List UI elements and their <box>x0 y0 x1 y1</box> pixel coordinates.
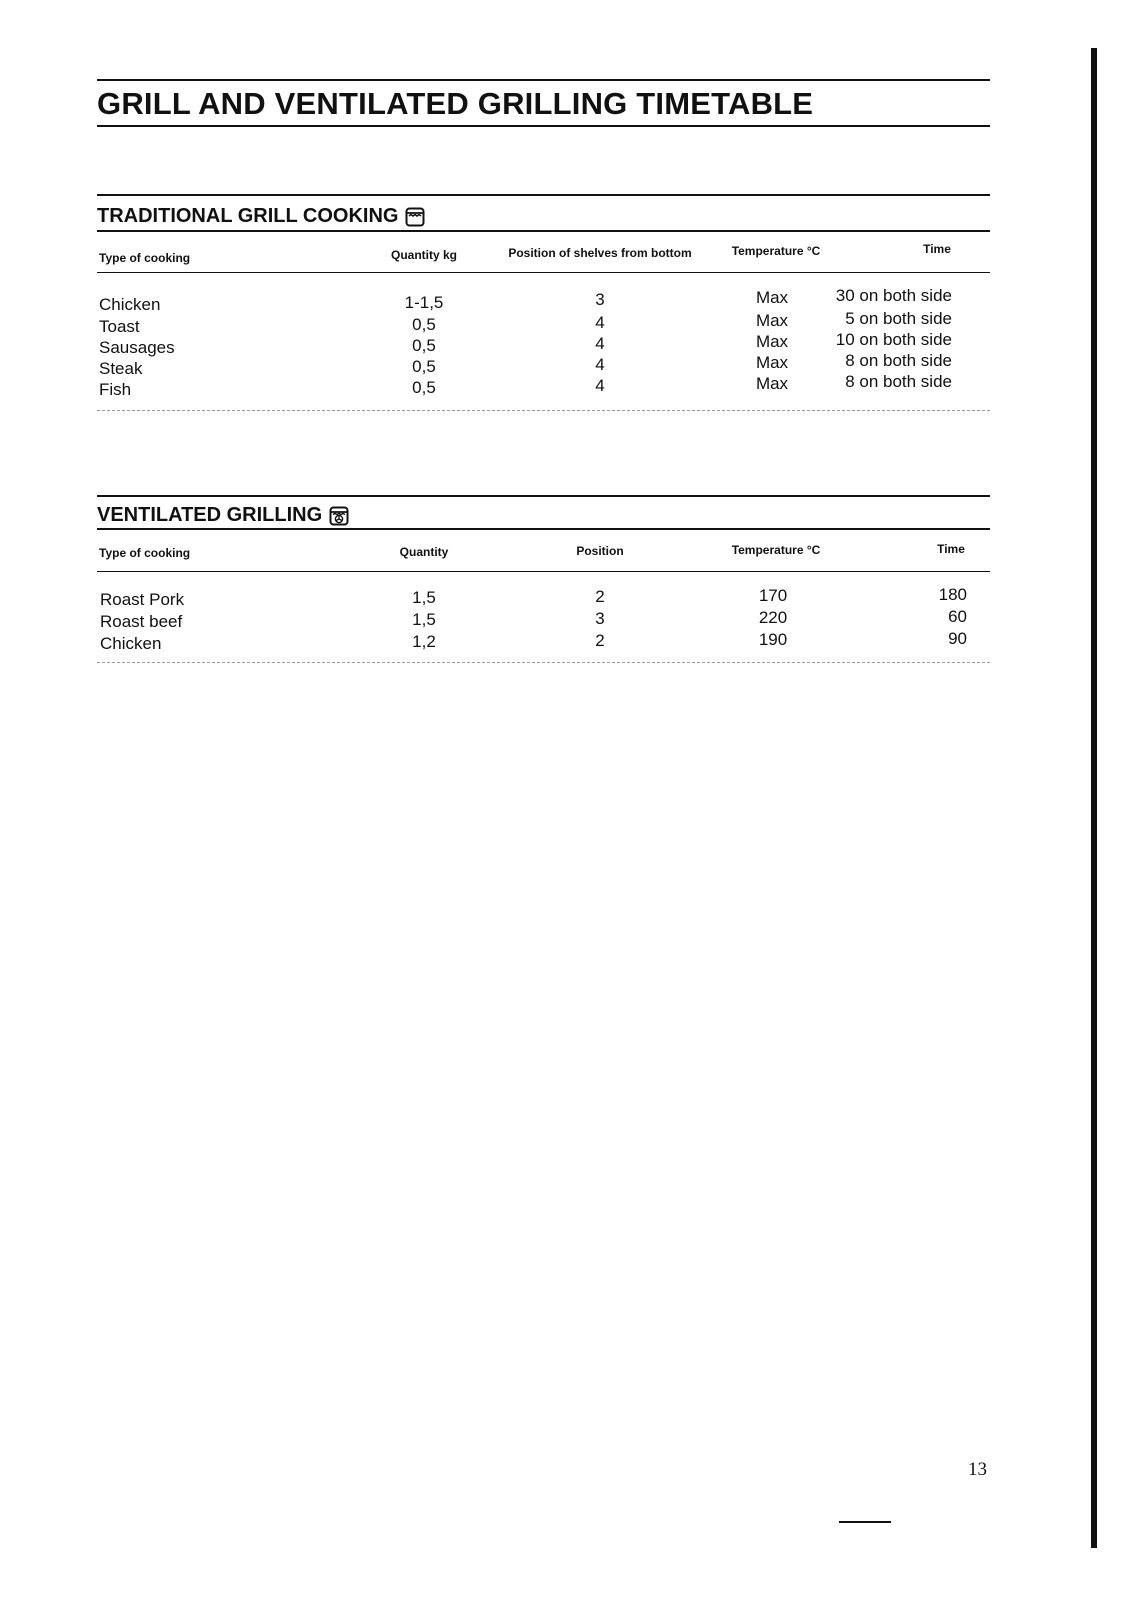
cell-type: Chicken <box>99 295 161 314</box>
section-title <box>97 205 425 228</box>
cell-position: 2 <box>595 631 605 650</box>
cell-type: Roast beef <box>100 612 183 631</box>
cell-position: 4 <box>595 355 605 374</box>
ventilated-grill-icon <box>329 506 349 526</box>
cell-position: 3 <box>595 609 605 628</box>
cell-type: Steak <box>99 359 143 378</box>
cell-time: 8 on both side <box>845 351 952 370</box>
cell-temperature: 170 <box>758 586 788 605</box>
cell-quantity: 0,5 <box>412 336 436 355</box>
header-rule <box>97 571 990 572</box>
cell-time: 5 on both side <box>845 309 952 328</box>
header-position: Position of shelves from bottom <box>508 246 692 260</box>
cell-position: 3 <box>595 290 605 309</box>
bottom-short-rule <box>839 1521 891 1523</box>
cell-quantity: 1,5 <box>412 610 436 629</box>
section-top-rule <box>97 194 990 196</box>
cell-quantity: 1,2 <box>412 632 436 651</box>
header-rule <box>97 272 990 273</box>
section-top-rule <box>97 495 990 497</box>
cell-time: 60 <box>948 607 967 626</box>
page-title: GRILL AND VENTILATED GRILLING TIMETABLE <box>97 86 814 121</box>
page-number: 13 <box>968 1459 987 1480</box>
cell-position: 4 <box>595 334 605 353</box>
cell-temperature: Max <box>755 374 789 393</box>
header-quantity: Quantity <box>399 545 449 559</box>
cell-temperature: Max <box>755 353 789 372</box>
header-temperature: Temperature °C <box>731 244 821 258</box>
cell-type: Sausages <box>99 338 175 357</box>
cell-time: 180 <box>938 585 967 604</box>
cell-time: 8 on both side <box>845 372 952 391</box>
header-quantity: Quantity kg <box>390 248 458 262</box>
title-bottom-rule <box>97 125 990 127</box>
section-title <box>97 504 349 527</box>
cell-quantity: 0,5 <box>412 315 436 334</box>
cell-position: 4 <box>595 313 605 332</box>
cell-type: Toast <box>99 317 140 336</box>
cell-time: 30 on both side <box>835 286 952 305</box>
header-time: Time <box>923 242 951 256</box>
cell-type: Roast Pork <box>100 590 185 609</box>
cell-quantity: 1-1,5 <box>404 293 444 312</box>
header-type: Type of cooking <box>99 546 191 560</box>
table-bottom-rule <box>97 410 990 411</box>
cell-temperature: 190 <box>758 630 788 649</box>
cell-time: 90 <box>948 629 967 648</box>
cell-quantity: 1,5 <box>412 588 436 607</box>
header-position: Position <box>576 544 624 558</box>
section-title-text: TRADITIONAL GRILL COOKING <box>97 205 399 227</box>
cell-position: 4 <box>595 376 605 395</box>
cell-temperature: Max <box>755 332 789 351</box>
cell-quantity: 0,5 <box>412 378 436 397</box>
section-title-rule <box>97 528 990 530</box>
cell-quantity: 0,5 <box>412 357 436 376</box>
title-top-rule <box>97 79 990 81</box>
grill-icon <box>405 207 425 227</box>
cell-temperature: 220 <box>758 608 788 627</box>
cell-position: 2 <box>595 587 605 606</box>
cell-temperature: Max <box>755 311 789 330</box>
right-edge-bar <box>1091 48 1097 1548</box>
cell-temperature: Max <box>755 288 789 307</box>
section-title-rule <box>97 230 990 232</box>
header-temperature: Temperature °C <box>731 543 821 557</box>
header-time: Time <box>937 542 965 556</box>
cell-time: 10 on both side <box>835 330 952 349</box>
header-type: Type of cooking <box>99 251 191 265</box>
cell-type: Fish <box>99 380 132 399</box>
section-title-text: VENTILATED GRILLING <box>97 504 323 526</box>
table-bottom-rule <box>97 662 990 663</box>
cell-type: Chicken <box>100 634 162 653</box>
